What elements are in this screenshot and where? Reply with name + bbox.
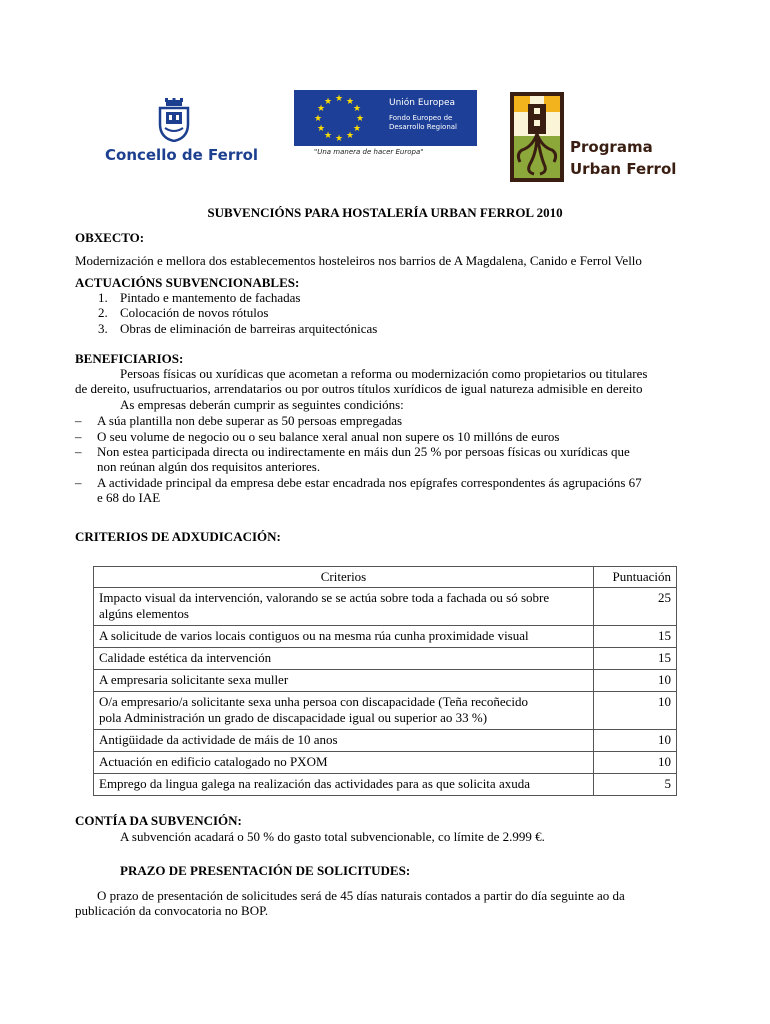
condition-item-cont: non reúnan algún dos requisitos anteriores. xyxy=(97,459,321,474)
concello-logo-text: Concello de Ferrol xyxy=(105,146,259,164)
svg-text:★: ★ xyxy=(355,114,365,124)
beneficiarios-para1-line2: de dereito, usufructuarios, arrendatarios ou por outros títulos xurídicos de igual natureza admisible en dereito xyxy=(75,381,643,396)
condition-item-cont: e 68 do IAE xyxy=(97,490,161,505)
contia-text: A subvención acadará o 50 % do gasto total subvencionable, co límite de 2.999 €. xyxy=(120,829,545,844)
criterion-cell: O/a empresario/a solicitante sexa unha persoa con discapacidade (Teña recoñecido pola Administración un grado de discapacidade igual ou superior ao 33 %) xyxy=(94,692,594,730)
criterion-cell: A solicitude de varios locais contiguos ou na mesma rúa cunha proximidade visual xyxy=(94,626,594,648)
dash-bullet: – xyxy=(75,429,82,444)
svg-text:★: ★ xyxy=(345,131,355,141)
dash-bullet: – xyxy=(75,444,82,459)
eu-fund-line2: Desarrollo Regional xyxy=(389,123,457,131)
dash-bullet: – xyxy=(75,475,82,490)
urban-logo-line1: Programa xyxy=(570,138,653,156)
beneficiarios-heading: BENEFICIARIOS: xyxy=(75,351,184,366)
table-row xyxy=(94,730,677,752)
score-cell: 10 xyxy=(594,730,677,752)
urban-logo xyxy=(510,92,700,184)
eu-logo xyxy=(294,90,479,160)
concello-logo xyxy=(100,98,259,168)
svg-text:★: ★ xyxy=(316,104,326,114)
criterion-cell: Actuación en edificio catalogado no PXOM xyxy=(94,752,594,774)
criterios-heading: CRITERIOS DE ADXUDICACIÓN: xyxy=(75,529,281,544)
score-cell: 10 xyxy=(594,752,677,774)
urban-tower-icon xyxy=(510,92,564,182)
table-row xyxy=(94,752,677,774)
list-item: Obras de eliminación de barreiras arquitectónicas xyxy=(120,321,378,336)
svg-text:★: ★ xyxy=(334,134,344,144)
svg-text:★: ★ xyxy=(313,114,323,124)
beneficiarios-para2: As empresas deberán cumprir as seguintes condicións: xyxy=(120,397,404,412)
table-row xyxy=(94,588,677,626)
table-row xyxy=(94,626,677,648)
table-header-row xyxy=(94,567,677,588)
column-header-criterio: Criterios xyxy=(94,567,594,588)
condition-item: O seu volume de negocio ou o seu balance xeral anual non supere os 10 millóns de euros xyxy=(97,429,560,444)
table-row xyxy=(94,670,677,692)
contia-heading: CONTÍA DA SUBVENCIÓN: xyxy=(75,813,242,828)
score-cell: 10 xyxy=(594,692,677,730)
prazo-heading: PRAZO DE PRESENTACIÓN DE SOLICITUDES: xyxy=(120,863,411,878)
condition-item: A súa plantilla non debe superar as 50 persoas empregadas xyxy=(97,413,403,428)
svg-text:★: ★ xyxy=(334,94,344,104)
svg-text:★: ★ xyxy=(316,124,326,134)
document-title: SUBVENCIÓNS PARA HOSTALERÍA URBAN FERROL 2010 xyxy=(207,205,563,220)
score-cell: 15 xyxy=(594,648,677,670)
eu-title: Unión Europea xyxy=(389,98,456,108)
concello-shield-icon xyxy=(157,98,191,142)
eu-fund-line1: Fondo Europeo de xyxy=(389,114,453,122)
condition-item: Non estea participada directa ou indirectamente en máis dun 25 % por persoas físicas ou xurídicas que xyxy=(97,444,630,459)
obxecto-heading: OBXECTO: xyxy=(75,230,145,245)
criterion-cell: Impacto visual da intervención, valorando se se actúa sobre toda a fachada ou só sobre algúns elementos xyxy=(94,588,594,626)
score-cell: 15 xyxy=(594,626,677,648)
prazo-line2: publicación da convocatoria no BOP. xyxy=(75,903,269,918)
score-cell: 5 xyxy=(594,774,677,796)
svg-text:★: ★ xyxy=(352,104,362,114)
criteria-table xyxy=(93,566,677,796)
svg-text:★: ★ xyxy=(352,124,362,134)
eu-flag-icon xyxy=(294,90,384,146)
list-item-number: 3. xyxy=(98,321,108,336)
criterion-cell: A empresaria solicitante sexa muller xyxy=(94,670,594,692)
obxecto-text: Modernización e mellora dos establecementos hosteleiros nos barrios de A Magdalena, Canido e Ferrol Vello xyxy=(75,253,642,268)
list-item-number: 1. xyxy=(98,290,108,305)
list-item: Colocación de novos rótulos xyxy=(120,305,269,320)
list-item-number: 2. xyxy=(98,305,108,320)
dash-bullet: – xyxy=(75,413,82,428)
score-cell: 25 xyxy=(594,588,677,626)
eu-motto: "Una manera de hacer Europa" xyxy=(314,148,424,156)
condition-item: A actividade principal da empresa debe estar encadrada nos epígrafes correspondentes ás agrupacións 67 xyxy=(97,475,642,490)
score-cell: 10 xyxy=(594,670,677,692)
table-row xyxy=(94,648,677,670)
table-row xyxy=(94,692,677,730)
svg-text:★: ★ xyxy=(345,97,355,107)
actuacions-heading: ACTUACIÓNS SUBVENCIONABLES: xyxy=(75,275,300,290)
criterion-cell: Emprego da lingua galega na realización das actividades para as que solicita axuda xyxy=(94,774,594,796)
table-row xyxy=(94,774,677,796)
svg-text:★: ★ xyxy=(323,131,333,141)
prazo-line1: O prazo de presentación de solicitudes será de 45 días naturais contados a partir do día seguinte ao da xyxy=(97,888,625,903)
criterion-cell: Calidade estética da intervención xyxy=(94,648,594,670)
column-header-puntuacion: Puntuación xyxy=(594,567,677,588)
criterion-cell: Antigüidade da actividade de máis de 10 anos xyxy=(94,730,594,752)
svg-text:★: ★ xyxy=(323,97,333,107)
beneficiarios-para1-line1: Persoas físicas ou xurídicas que acometan a reforma ou modernización como propietarios ou titulares xyxy=(120,366,648,381)
list-item: Pintado e mantemento de fachadas xyxy=(120,290,301,305)
urban-logo-line2: Urban Ferrol xyxy=(570,160,677,178)
